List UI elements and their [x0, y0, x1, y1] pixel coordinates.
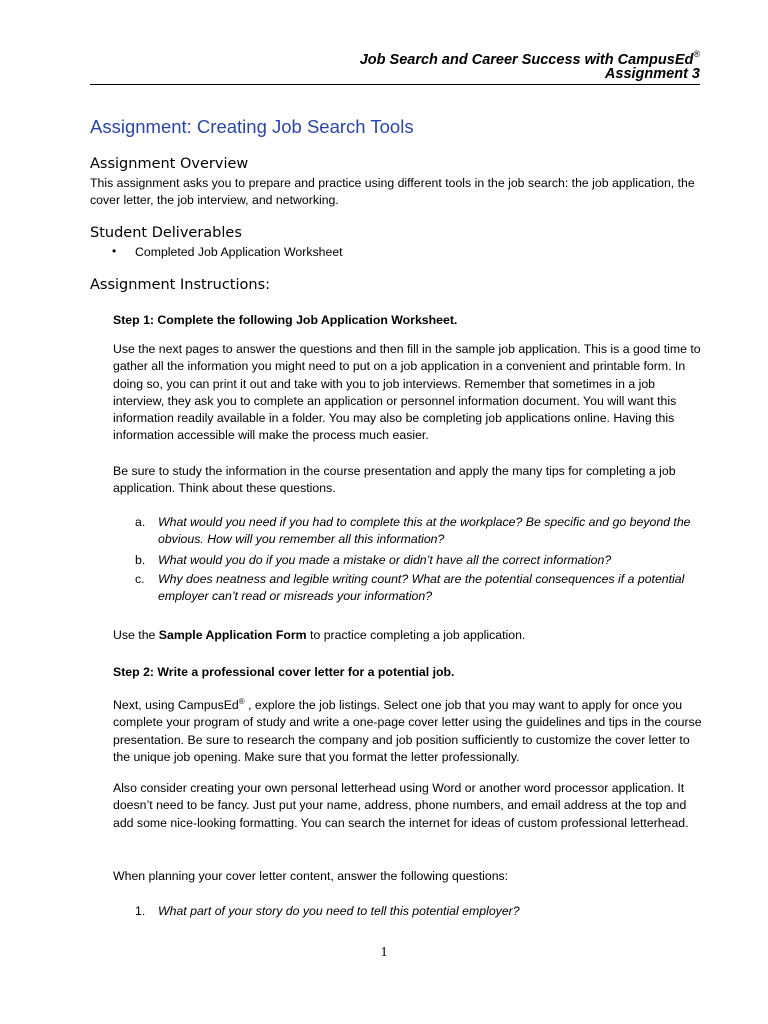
deliverable-item: Completed Job Application Worksheet	[135, 245, 343, 259]
question-marker: b.	[135, 553, 146, 567]
step1-title: Step 1: Complete the following Job Application Worksheet.	[113, 313, 458, 327]
question-marker: c.	[135, 572, 145, 586]
instructions-heading: Assignment Instructions:	[90, 277, 271, 293]
question-marker: a.	[135, 515, 146, 529]
question-text: Why does neatness and legible writing count? What are the potential consequences if a potential employer can’t read or misreads your information?	[158, 572, 685, 604]
step2-title: Step 2: Write a professional cover letter for a potential job.	[113, 665, 455, 679]
running-header-assignment: Assignment 3	[604, 66, 700, 82]
document-title: Assignment: Creating Job Search Tools	[90, 116, 414, 137]
bullet-icon: •	[112, 244, 117, 258]
step2-para1-post: , explore the job listings. Select one job that you may want to apply for once you complete your program of study and write a one-page cover letter using the guidelines and tips in the course presentation. Be sure to research the company and job position sufficiently to customize the cover letter to the unique job opening. Make sure that you format the letter professionally.	[113, 698, 702, 764]
registered-mark: ®	[693, 49, 700, 59]
step2-para1-pre: Next, using CampusEd	[113, 698, 239, 713]
overview-text: This assignment asks you to prepare and practice using different tools in the job search: the job application, the cover letter, the job interview, and networking.	[90, 176, 695, 208]
header-rule	[90, 84, 700, 85]
sample-form-name: Sample Application Form	[158, 628, 307, 642]
overview-heading: Assignment Overview	[90, 156, 249, 172]
step1-paragraph-1: Use the next pages to answer the questions and then fill in the sample job application. This is a good time to gather all the information you might need to put on a job application in a convenient and printable form. In doing so, you can print it out and take with you to job interviews. Remember that sometimes in a job interview, they ask you to complete an application or personnel information document. You will want this information readily available in a folder. You may also be completing job applications online. Having this information accessible will make the process much easier.	[113, 342, 701, 443]
question-marker: 1.	[135, 904, 146, 918]
question-text: What would you do if you made a mistake or didn’t have all the correct information?	[158, 553, 612, 567]
practice-text-post: to practice completing a job application.	[306, 628, 526, 642]
step2-paragraph-2: Also consider creating your own personal letterhead using Word or another word processor application. It doesn’t need to be fancy. Just put your name, address, phone numbers, and email address at the top and add some nice-looking formatting. You can search the internet for ideas of custom professional letterhead.	[113, 781, 689, 830]
deliverables-heading: Student Deliverables	[90, 225, 242, 241]
step1-paragraph-2: Be sure to study the information in the course presentation and apply the many tips for completing a job application. Think about these questions.	[113, 464, 676, 496]
practice-text-pre: Use the	[113, 628, 159, 642]
practice-paragraph	[113, 627, 705, 644]
question-text: What part of your story do you need to tell this potential employer?	[158, 904, 520, 918]
question-text: What would you need if you had to complete this at the workplace? Be specific and go beyond the obvious. How will you remember all this information?	[158, 515, 691, 547]
header-course-title: Job Search and Career Success with CampusEd	[359, 51, 694, 68]
page-number: 1	[380, 945, 388, 960]
step2-paragraph-3: When planning your cover letter content, answer the following questions:	[113, 869, 509, 883]
step2-paragraph-1	[113, 693, 705, 766]
registered-mark: ®	[238, 697, 245, 706]
